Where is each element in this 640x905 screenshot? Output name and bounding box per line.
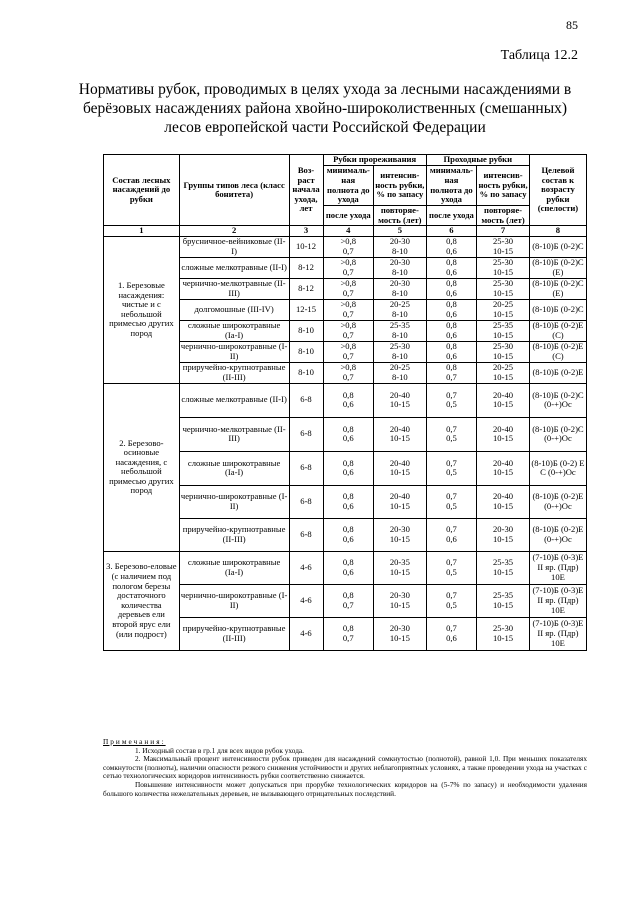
passage-intensity-cell-top: 25-30 (493, 236, 514, 247)
thinning-density-cell-bottom: 0,7 (342, 266, 354, 277)
target-composition-cell: (8-10)Б (0-2)Е (0-+)Ос (529, 485, 586, 518)
passage-density-cell-bottom: 0,6 (446, 308, 457, 319)
passage-density-cell-bottom: 0,6 (446, 287, 457, 298)
passage-density-cell-top: 0,7 (446, 623, 457, 634)
thinning-density-cell-top: 0,8 (342, 423, 354, 434)
thinning-density-cell-top: >0,8 (340, 320, 357, 331)
start-age-cell: 6-8 (289, 451, 323, 485)
thinning-density-cell (323, 341, 373, 362)
thinning-density-cell-bottom: 0,7 (342, 350, 354, 361)
forest-type-cell: чернично-широкотравные (I-II) (179, 485, 289, 518)
column-number: 7 (477, 226, 530, 237)
passage-intensity-cell-bottom: 10-15 (493, 329, 514, 340)
passage-intensity-cell (477, 278, 530, 299)
thinning-density-cell (323, 617, 373, 650)
passage-density-cell (426, 341, 476, 362)
target-composition-cell: (8-10)Б (0-2) Е С (0-+)Ос (529, 451, 586, 485)
passage-density-cell-bottom: 0,5 (446, 399, 457, 410)
forest-type-cell: приручейно-крупнотравные (II-III) (179, 617, 289, 650)
passage-intensity-cell-top: 25-30 (493, 623, 514, 634)
passage-density-cell-top: 0,7 (446, 389, 457, 400)
passage-intensity-cell-top: 25-35 (493, 320, 514, 331)
passage-intensity-cell-bottom: 10-15 (493, 500, 514, 511)
forest-type-cell: приручейно-крупнотравные (II-III) (179, 362, 289, 383)
passage-density-cell-top: 0,8 (446, 362, 457, 373)
thinning-density-cell-top: 0,8 (342, 623, 354, 634)
passage-intensity-cell-top: 25-35 (493, 590, 514, 601)
passage-density-cell-bottom: 0,5 (446, 500, 457, 511)
note-3: Повышение интенсивности может допускаться при прорубке технологических коридоров на (5-7% по запасу) и необходимости удаления большого количества нежелательных деревьев, не вызывающего отрицательных последствий. (103, 779, 587, 798)
passage-intensity-cell (477, 584, 530, 617)
passage-density-cell (426, 278, 476, 299)
header-thinning: Рубки прореживания (323, 155, 426, 166)
passage-density-cell-bottom: 0,6 (446, 266, 457, 277)
forest-type-cell: приручейно-крупнотравные (II-III) (179, 518, 289, 551)
thinning-intensity-cell-top: 20-40 (389, 491, 410, 502)
passage-intensity-cell-bottom: 10-15 (493, 599, 514, 610)
passage-intensity-cell (477, 257, 530, 278)
thinning-density-cell-bottom: 0,7 (342, 632, 354, 643)
notes-heading: Примечания: (103, 737, 166, 746)
header-passage-cuts: Проходные рубки (426, 155, 529, 166)
passage-density-cell (426, 257, 476, 278)
target-composition-cell: (8-10)Б (0-2)С (0-+)Ос (529, 417, 586, 451)
passage-intensity-cell-bottom: 10-15 (493, 433, 514, 444)
thinning-intensity-cell-bottom: 8-10 (391, 266, 408, 277)
thinning-intensity-cell (374, 278, 427, 299)
thinning-intensity-cell (374, 236, 427, 257)
thinning-intensity-cell-bottom: 8-10 (391, 287, 408, 298)
forest-type-cell: брусничное-вейниковые (II-I) (179, 236, 289, 257)
forest-type-cell: чернично-мелкотравные (II-III) (179, 417, 289, 451)
thinning-intensity-cell-bottom: 10-15 (389, 533, 410, 544)
passage-intensity-cell-bottom: 10-15 (493, 632, 514, 643)
passage-intensity-cell-bottom: 10-15 (493, 308, 514, 319)
passage-intensity-cell (477, 299, 530, 320)
passage-intensity-cell-bottom: 10-15 (493, 371, 514, 382)
thinning-intensity-cell (374, 341, 427, 362)
passage-density-cell-bottom: 0,7 (446, 371, 457, 382)
thinning-intensity-cell-bottom: 8-10 (391, 308, 408, 319)
table-row (104, 236, 587, 257)
start-age-cell: 6-8 (289, 485, 323, 518)
passage-intensity-cell (477, 551, 530, 584)
thinning-density-cell-top: 0,8 (342, 457, 354, 468)
thinning-intensity-cell-bottom: 8-10 (391, 245, 408, 256)
passage-density-cell (426, 617, 476, 650)
thinning-density-cell-top: 0,8 (342, 590, 354, 601)
thinning-density-cell-bottom: 0,7 (342, 308, 354, 319)
thinning-intensity-cell-top: 20-40 (389, 457, 410, 468)
thinning-density-cell (323, 257, 373, 278)
thinning-intensity-cell (374, 299, 427, 320)
forest-type-cell: сложные мелкотравные (II-I) (179, 383, 289, 417)
start-age-cell: 6-8 (289, 417, 323, 451)
header-thinning-intensity: интенсив-ность рубки, % по запасу (374, 166, 427, 206)
passage-intensity-cell-top: 20-40 (493, 491, 514, 502)
column-number: 4 (323, 226, 373, 237)
start-age-cell: 8-10 (289, 320, 323, 341)
header-composition: Состав лесных насаждений до рубки (104, 155, 180, 226)
passage-intensity-cell-bottom: 10-15 (493, 399, 514, 410)
thinning-intensity-cell-top: 25-30 (389, 341, 410, 352)
header-passage-after: после ухода (426, 206, 476, 226)
target-composition-cell: (7-10)Б (0-3)Е II яр. (Пдр) 10Е (529, 617, 586, 650)
page-number: 85 (566, 18, 578, 32)
column-number: 6 (426, 226, 476, 237)
passage-intensity-cell (477, 236, 530, 257)
thinning-density-cell-top: >0,8 (340, 299, 357, 310)
thinning-intensity-cell-top: 20-25 (389, 362, 410, 373)
thinning-intensity-cell-top: 20-30 (389, 590, 410, 601)
thinning-intensity-cell-top: 25-35 (389, 320, 410, 331)
passage-density-cell-top: 0,7 (446, 590, 457, 601)
forest-type-cell: сложные мелкотравные (II-I) (179, 257, 289, 278)
passage-intensity-cell (477, 417, 530, 451)
start-age-cell: 10-12 (289, 236, 323, 257)
thinning-density-cell-top: >0,8 (340, 257, 357, 268)
start-age-cell: 8-12 (289, 278, 323, 299)
header-thinning-after: после ухода (323, 206, 373, 226)
passage-intensity-cell (477, 485, 530, 518)
start-age-cell: 4-6 (289, 551, 323, 584)
forest-type-cell: сложные широкотравные (Iа-I) (179, 451, 289, 485)
passage-intensity-cell-top: 25-30 (493, 257, 514, 268)
thinning-intensity-cell (374, 551, 427, 584)
thinning-density-cell-bottom: 0,7 (342, 287, 354, 298)
passage-intensity-cell (477, 341, 530, 362)
thinning-intensity-cell (374, 417, 427, 451)
group-label: 2. Березово-осиновые насаждения, с небольшой примесью других пород (104, 383, 180, 551)
column-number: 2 (179, 226, 289, 237)
note-1: 1. Исходный состав в гр.1 для всех видов рубок ухода. (135, 745, 304, 755)
header-thinning-min-density: минималь-ная полнота до ухода (323, 166, 373, 206)
table-row (104, 383, 587, 417)
passage-density-cell-top: 0,8 (446, 341, 457, 352)
thinning-density-cell-top: 0,8 (342, 389, 354, 400)
thinning-density-cell (323, 236, 373, 257)
thinning-intensity-cell-top: 20-30 (389, 236, 410, 247)
start-age-cell: 6-8 (289, 518, 323, 551)
thinning-density-cell-bottom: 0,6 (342, 566, 354, 577)
table-row (104, 551, 587, 584)
thinning-intensity-cell-bottom: 10-15 (389, 399, 410, 410)
passage-density-cell-top: 0,7 (446, 423, 457, 434)
passage-intensity-cell-bottom: 10-15 (493, 245, 514, 256)
thinning-intensity-cell-bottom: 8-10 (391, 329, 408, 340)
thinning-density-cell-top: >0,8 (340, 236, 357, 247)
thinning-intensity-cell (374, 584, 427, 617)
target-composition-cell: (8-10)Б (0-2)С (529, 299, 586, 320)
start-age-cell: 4-6 (289, 617, 323, 650)
thinning-density-cell-bottom: 0,7 (342, 371, 354, 382)
passage-intensity-cell-bottom: 10-15 (493, 266, 514, 277)
passage-density-cell-top: 0,8 (446, 236, 457, 247)
forest-type-cell: сложные широкотравные (Iа-I) (179, 551, 289, 584)
thinning-intensity-cell (374, 617, 427, 650)
passage-intensity-cell-bottom: 10-15 (493, 350, 514, 361)
start-age-cell: 4-6 (289, 584, 323, 617)
passage-density-cell (426, 551, 476, 584)
passage-intensity-cell (477, 383, 530, 417)
passage-density-cell-bottom: 0,5 (446, 433, 457, 444)
table-title: Нормативы рубок, проводимых в целях ухода за лесными насаждениями в берёзовых насаждениях района хвойно-широколиственных (смешанных) лесов европейской части Российской Федерации (78, 81, 572, 136)
target-composition-cell: (7-10)Б (0-3)Е II яр. (Пдр) 10Е (529, 551, 586, 584)
target-composition-cell: (8-10)Б (0-2)С (Е) (529, 278, 586, 299)
start-age-cell: 8-12 (289, 257, 323, 278)
forest-type-cell: чернично-мелкотравные (II-III) (179, 278, 289, 299)
start-age-cell: 6-8 (289, 383, 323, 417)
forest-type-cell: чернично-широкотравные (I-II) (180, 341, 288, 361)
thinning-intensity-cell-top: 20-35 (389, 557, 410, 568)
thinning-intensity-cell-bottom: 10-15 (389, 467, 410, 478)
thinning-intensity-cell (374, 320, 427, 341)
forest-type-cell: сложные широкотравные (Iа-I) (179, 320, 289, 341)
thinning-density-cell-bottom: 0,7 (342, 599, 354, 610)
passage-intensity-cell (477, 518, 530, 551)
header-start-age: Воз-раст начала ухода, лет (289, 155, 323, 226)
notes (103, 738, 587, 798)
thinning-density-cell-bottom: 0,6 (342, 399, 354, 410)
passage-density-cell-bottom: 0,5 (446, 599, 457, 610)
passage-density-cell-top: 0,8 (446, 278, 457, 289)
forest-type-cell: долгомошные (III-IV) (179, 299, 289, 320)
passage-density-cell-bottom: 0,5 (446, 566, 457, 577)
header-passage-intensity: интенсив-ность рубки, % по запасу (477, 166, 530, 206)
passage-intensity-cell (477, 451, 530, 485)
target-composition-cell: (8-10)Б (0-2)С (0-+)Ос (529, 383, 586, 417)
target-composition-cell: (7-10)Б (0-3)Е II яр. (Пдр) 10Е (529, 584, 586, 617)
passage-intensity-cell-top: 20-25 (493, 299, 514, 310)
thinning-intensity-cell-top: 20-30 (389, 257, 410, 268)
thinning-intensity-cell-bottom: 8-10 (391, 350, 408, 361)
thinning-density-cell-bottom: 0,6 (342, 533, 354, 544)
passage-intensity-cell-top: 25-35 (493, 557, 514, 568)
passage-density-cell-bottom: 0,6 (446, 329, 457, 340)
header-passage-min-density: минималь-ная полнота до ухода (426, 166, 476, 206)
thinning-intensity-cell (374, 518, 427, 551)
thinning-density-cell (323, 485, 373, 518)
header-forest-type: Группы типов леса (класс бонитета) (179, 155, 289, 226)
group-label: 1. Березовые насаждения: чистые и с небольшой примесью других пород (104, 236, 180, 383)
passage-intensity-cell-top: 20-25 (493, 362, 514, 373)
column-number: 5 (374, 226, 427, 237)
passage-intensity-cell-top: 20-40 (493, 423, 514, 434)
group-label: 3. Березово-еловые (с наличием под пологом березы достаточного количества деревьев ели второй ярус ели (или подрост) (104, 551, 180, 650)
passage-density-cell-bottom: 0,6 (446, 245, 457, 256)
note-2: 2. Максимальный процент интенсивности рубок приведен для насаждений сомкнутостью (полнотой), равной 1,0. При меньших показателях сомкнутости (полноты), наличии опасности резкого снижения устойчивости и других неблагоприятных условиях, а также проведении ухода на участках с сетью технологических коридоров интенсивность рубки соответственно снижается. (103, 754, 587, 781)
passage-intensity-cell-top: 20-30 (493, 524, 514, 535)
target-composition-cell: (8-10)Б (0-2)Е (529, 362, 586, 383)
thinning-density-cell-top: >0,8 (340, 278, 357, 289)
passage-intensity-cell-top: 25-30 (493, 341, 514, 352)
thinning-intensity-cell-bottom: 10-15 (389, 566, 410, 577)
thinning-density-cell-bottom: 0,7 (342, 245, 354, 256)
passage-intensity-cell-bottom: 10-15 (493, 467, 514, 478)
forest-type-cell: чернично-широкотравные (I-II) (179, 584, 289, 617)
thinning-density-cell (323, 417, 373, 451)
thinning-intensity-cell (374, 383, 427, 417)
thinning-density-cell (323, 320, 373, 341)
thinning-density-cell (323, 451, 373, 485)
thinning-intensity-cell-bottom: 10-15 (389, 500, 410, 511)
passage-density-cell-top: 0,8 (446, 257, 457, 268)
passage-density-cell-top: 0,7 (446, 457, 457, 468)
thinning-intensity-cell (374, 451, 427, 485)
column-number: 1 (104, 226, 180, 237)
passage-density-cell-bottom: 0,5 (446, 467, 457, 478)
passage-intensity-cell-top: 20-40 (493, 389, 514, 400)
start-age-cell: 8-10 (289, 341, 323, 362)
passage-density-cell-bottom: 0,6 (446, 350, 457, 361)
passage-density-cell-top: 0,7 (446, 491, 457, 502)
thinning-density-cell-top: >0,8 (340, 362, 357, 373)
column-number: 8 (529, 226, 586, 237)
passage-density-cell-top: 0,7 (446, 557, 457, 568)
passage-intensity-cell (477, 362, 530, 383)
header-target-composition: Целевой состав к возрасту рубки (спелости) (529, 155, 586, 226)
passage-density-cell-top: 0,8 (446, 299, 457, 310)
thinning-density-cell (323, 299, 373, 320)
passage-density-cell-bottom: 0,6 (446, 632, 457, 643)
passage-density-cell (426, 383, 476, 417)
target-composition-cell: (8-10)Б (0-2)Е (0-+)Ос (529, 518, 586, 551)
passage-density-cell (426, 485, 476, 518)
passage-density-cell-top: 0,7 (446, 524, 457, 535)
thinning-density-cell (323, 362, 373, 383)
thinning-density-cell (323, 383, 373, 417)
passage-intensity-cell (477, 617, 530, 650)
thinning-intensity-cell-top: 20-40 (389, 423, 410, 434)
thinning-intensity-cell-top: 20-30 (389, 278, 410, 289)
passage-density-cell (426, 320, 476, 341)
thinning-intensity-cell-top: 20-40 (389, 389, 410, 400)
thinning-intensity-cell-top: 20-30 (389, 623, 410, 634)
passage-intensity-cell (477, 320, 530, 341)
passage-intensity-cell-bottom: 10-15 (493, 566, 514, 577)
thinning-density-cell-top: >0,8 (340, 341, 357, 352)
target-composition-cell: (8-10)Б (0-2)Е (С) (529, 341, 586, 362)
thinning-density-cell (323, 551, 373, 584)
thinning-density-cell-bottom: 0,7 (342, 329, 354, 340)
column-number: 3 (289, 226, 323, 237)
passage-intensity-cell-top: 20-40 (493, 457, 514, 468)
thinning-intensity-cell-bottom: 10-15 (389, 599, 410, 610)
target-composition-cell: (8-10)Б (0-2)С (Е) (529, 257, 586, 278)
thinning-intensity-cell (374, 362, 427, 383)
thinning-intensity-cell-bottom: 10-15 (389, 632, 410, 643)
passage-density-cell-bottom: 0,6 (446, 533, 457, 544)
passage-density-cell (426, 451, 476, 485)
header-thinning-repeat: повторяе-мость (лет) (374, 206, 427, 226)
passage-density-cell (426, 584, 476, 617)
passage-intensity-cell-bottom: 10-15 (493, 533, 514, 544)
passage-intensity-cell-top: 25-30 (493, 278, 514, 289)
start-age-cell: 12-15 (289, 299, 323, 320)
thinning-density-cell-top: 0,8 (342, 557, 354, 568)
thinning-density-cell-top: 0,8 (342, 491, 354, 502)
thinning-density-cell-bottom: 0,6 (342, 467, 354, 478)
header-passage-repeat: повторяе-мость (лет) (477, 206, 530, 226)
thinning-density-cell (323, 518, 373, 551)
thinning-density-cell-bottom: 0,6 (342, 500, 354, 511)
table-label: Таблица 12.2 (500, 48, 578, 63)
thinning-intensity-cell-bottom: 10-15 (389, 433, 410, 444)
thinning-intensity-cell (374, 485, 427, 518)
passage-intensity-cell-bottom: 10-15 (493, 287, 514, 298)
passage-density-cell (426, 236, 476, 257)
thinning-density-cell (323, 584, 373, 617)
norms-table (103, 154, 587, 651)
start-age-cell: 8-10 (289, 362, 323, 383)
target-composition-cell: (8-10)Б (0-2)С (529, 236, 586, 257)
thinning-density-cell-bottom: 0,6 (342, 433, 354, 444)
thinning-intensity-cell-top: 20-25 (389, 299, 410, 310)
passage-density-cell-top: 0,8 (446, 320, 457, 331)
thinning-intensity-cell-top: 20-30 (389, 524, 410, 535)
passage-density-cell (426, 518, 476, 551)
passage-density-cell (426, 417, 476, 451)
thinning-intensity-cell (374, 257, 427, 278)
thinning-density-cell-top: 0,8 (342, 524, 354, 535)
passage-density-cell (426, 299, 476, 320)
thinning-density-cell (323, 278, 373, 299)
target-composition-cell: (8-10)Б (0-2)Е (С) (529, 320, 586, 341)
passage-density-cell (426, 362, 476, 383)
thinning-intensity-cell-bottom: 8-10 (391, 371, 408, 382)
